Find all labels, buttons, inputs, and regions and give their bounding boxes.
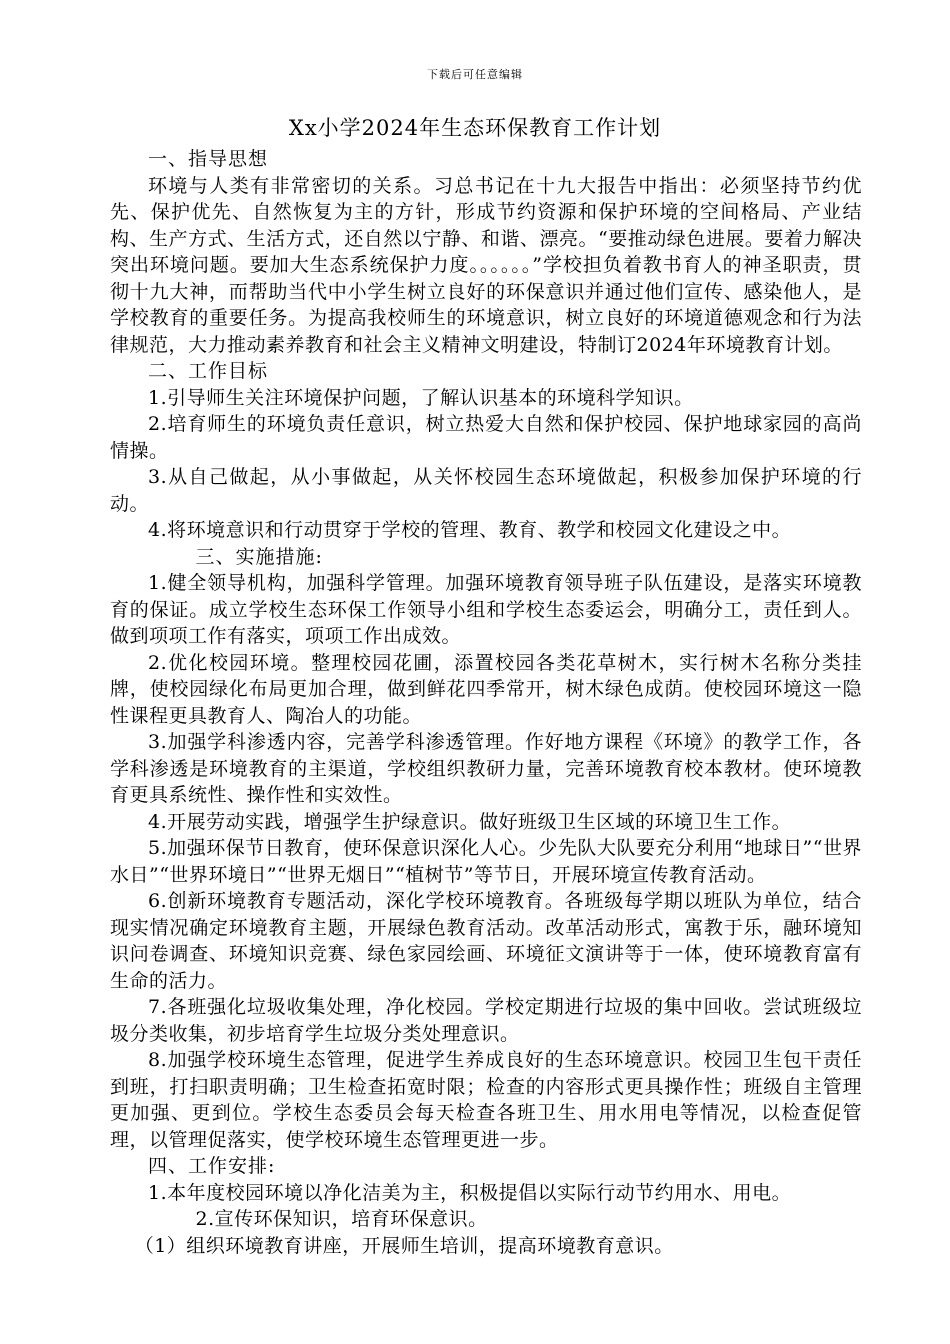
- measure-item-6: 6.创新环境教育专题活动，深化学校环境教育。各班级每学期以班队为单位，结合现实情况确定环境教育主题，开展绿色教育活动。改革活动形式，寓教于乐，融环境知识问卷调查、环境知识竞赛、绿色家园绘画、环境征文演讲等于一体，使环境教育富有生命的活力。: [110, 890, 862, 992]
- document-title: Xx小学2024年生态环保教育工作计划: [288, 116, 662, 140]
- section-4-heading: 四、工作安排:: [148, 1155, 276, 1177]
- measure-item-3: 3.加强学科渗透内容，完善学科渗透管理。作好地方课程《环境》的教学工作，各学科渗透是环境教育的主渠道，学校组织教研力量，完善环境教育校本教材。使环境教育更具系统性、操作性和实效性。: [110, 731, 862, 806]
- header-note: 下载后可任意编辑: [427, 68, 523, 81]
- section-1-paragraph: 环境与人类有非常密切的关系。习总书记在十九大报告中指出：必须坚持节约优先、保护优先、自然恢复为主的方针，形成节约资源和保护环境的空间格局、产业结构、生产方式、生活方式，还自然以宁静、和谐、漂亮。“要推动绿色进展。要着力解决突出环境问题。要加大生态系统保护力度。。。。。。”学校担负着教书育人的神圣职责，贯彻十九大神，而帮助当代中小学生树立良好的环保意识并通过他们宣传、感染他人，是学校教育的重要任务。为提高我校师生的环境意识，树立良好的环境道德观念和行为法律规范，大力推动素养教育和社会主义精神文明建设，特制订2024年环境教育计划。: [110, 174, 862, 356]
- arrangement-item-1: 1.本年度校园环境以净化洁美为主，积极提倡以实际行动节约用水、用电。: [148, 1181, 792, 1204]
- measure-item-7: 7.各班强化垃圾收集处理，净化校园。学校定期进行垃圾的集中回收。尝试班级垃圾分类收集，初步培育学生垃圾分类处理意识。: [110, 996, 862, 1045]
- section-3-heading: 三、实施措施:: [195, 545, 323, 568]
- goal-item-3: 3.从自己做起，从小事做起，从关怀校园生态环境做起，积极参加保护环境的行动。: [110, 466, 862, 515]
- section-2-heading: 二、工作目标: [148, 360, 269, 382]
- measure-item-2: 2.优化校园环境。整理校园花圃，添置校园各类花草树木，实行树木名称分类挂牌，使校园绿化布局更加合理，做到鲜花四季常开，树木绿色成荫。使校园环境这一隐性课程更具教育人、陶冶人的功能。: [110, 651, 862, 727]
- measure-item-1: 1.健全领导机构，加强科学管理。加强环境教育领导班子队伍建设，是落实环境教育的保证。成立学校生态环保工作领导小组和学校生态委运会，明确分工，责任到人。做到项项工作有落实，项项工作出成效。: [110, 572, 862, 647]
- goal-item-4: 4.将环境意识和行动贯穿于学校的管理、教育、教学和校园文化建设之中。: [148, 519, 792, 541]
- document-body: [110, 146, 862, 1259]
- measure-item-8: 8.加强学校环境生态管理，促进学生养成良好的生态环境意识。校园卫生包干责任到班，打扫职责明确；卫生检查拓宽时限；检查的内容形式更具操作性；班级自主管理更加强、更到位。学校生态委员会每天检查各班卫生、用水用电等情况，以检查促管理，以管理促落实，使学校环境生态管理更进一步。: [110, 1049, 862, 1151]
- arrangement-subitem-1: （1）组织环境教育讲座，开展师生培训，提高环境教育意识。: [134, 1234, 674, 1257]
- measure-item-5: 5.加强环保节日教育，使环保意识深化人心。少先队大队要充分利用“地球日”“世界水日”“世界环境日”“世界无烟日”“植树节”等节日，开展环境宣传教育活动。: [110, 837, 862, 886]
- goal-item-2: 2.培育师生的环境负责任意识，树立热爱大自然和保护校园、保护地球家园的高尚情操。: [110, 413, 862, 462]
- goal-item-1: 1.引导师生关注环境保护问题，了解认识基本的环境科学知识。: [148, 386, 694, 409]
- arrangement-item-2: 2.宣传环保知识，培育环保意识。: [195, 1208, 488, 1230]
- section-1-heading: 一、指导思想: [148, 148, 269, 170]
- measure-item-4: 4.开展劳动实践，增强学生护绿意识。做好班级卫生区域的环境卫生工作。: [148, 810, 792, 833]
